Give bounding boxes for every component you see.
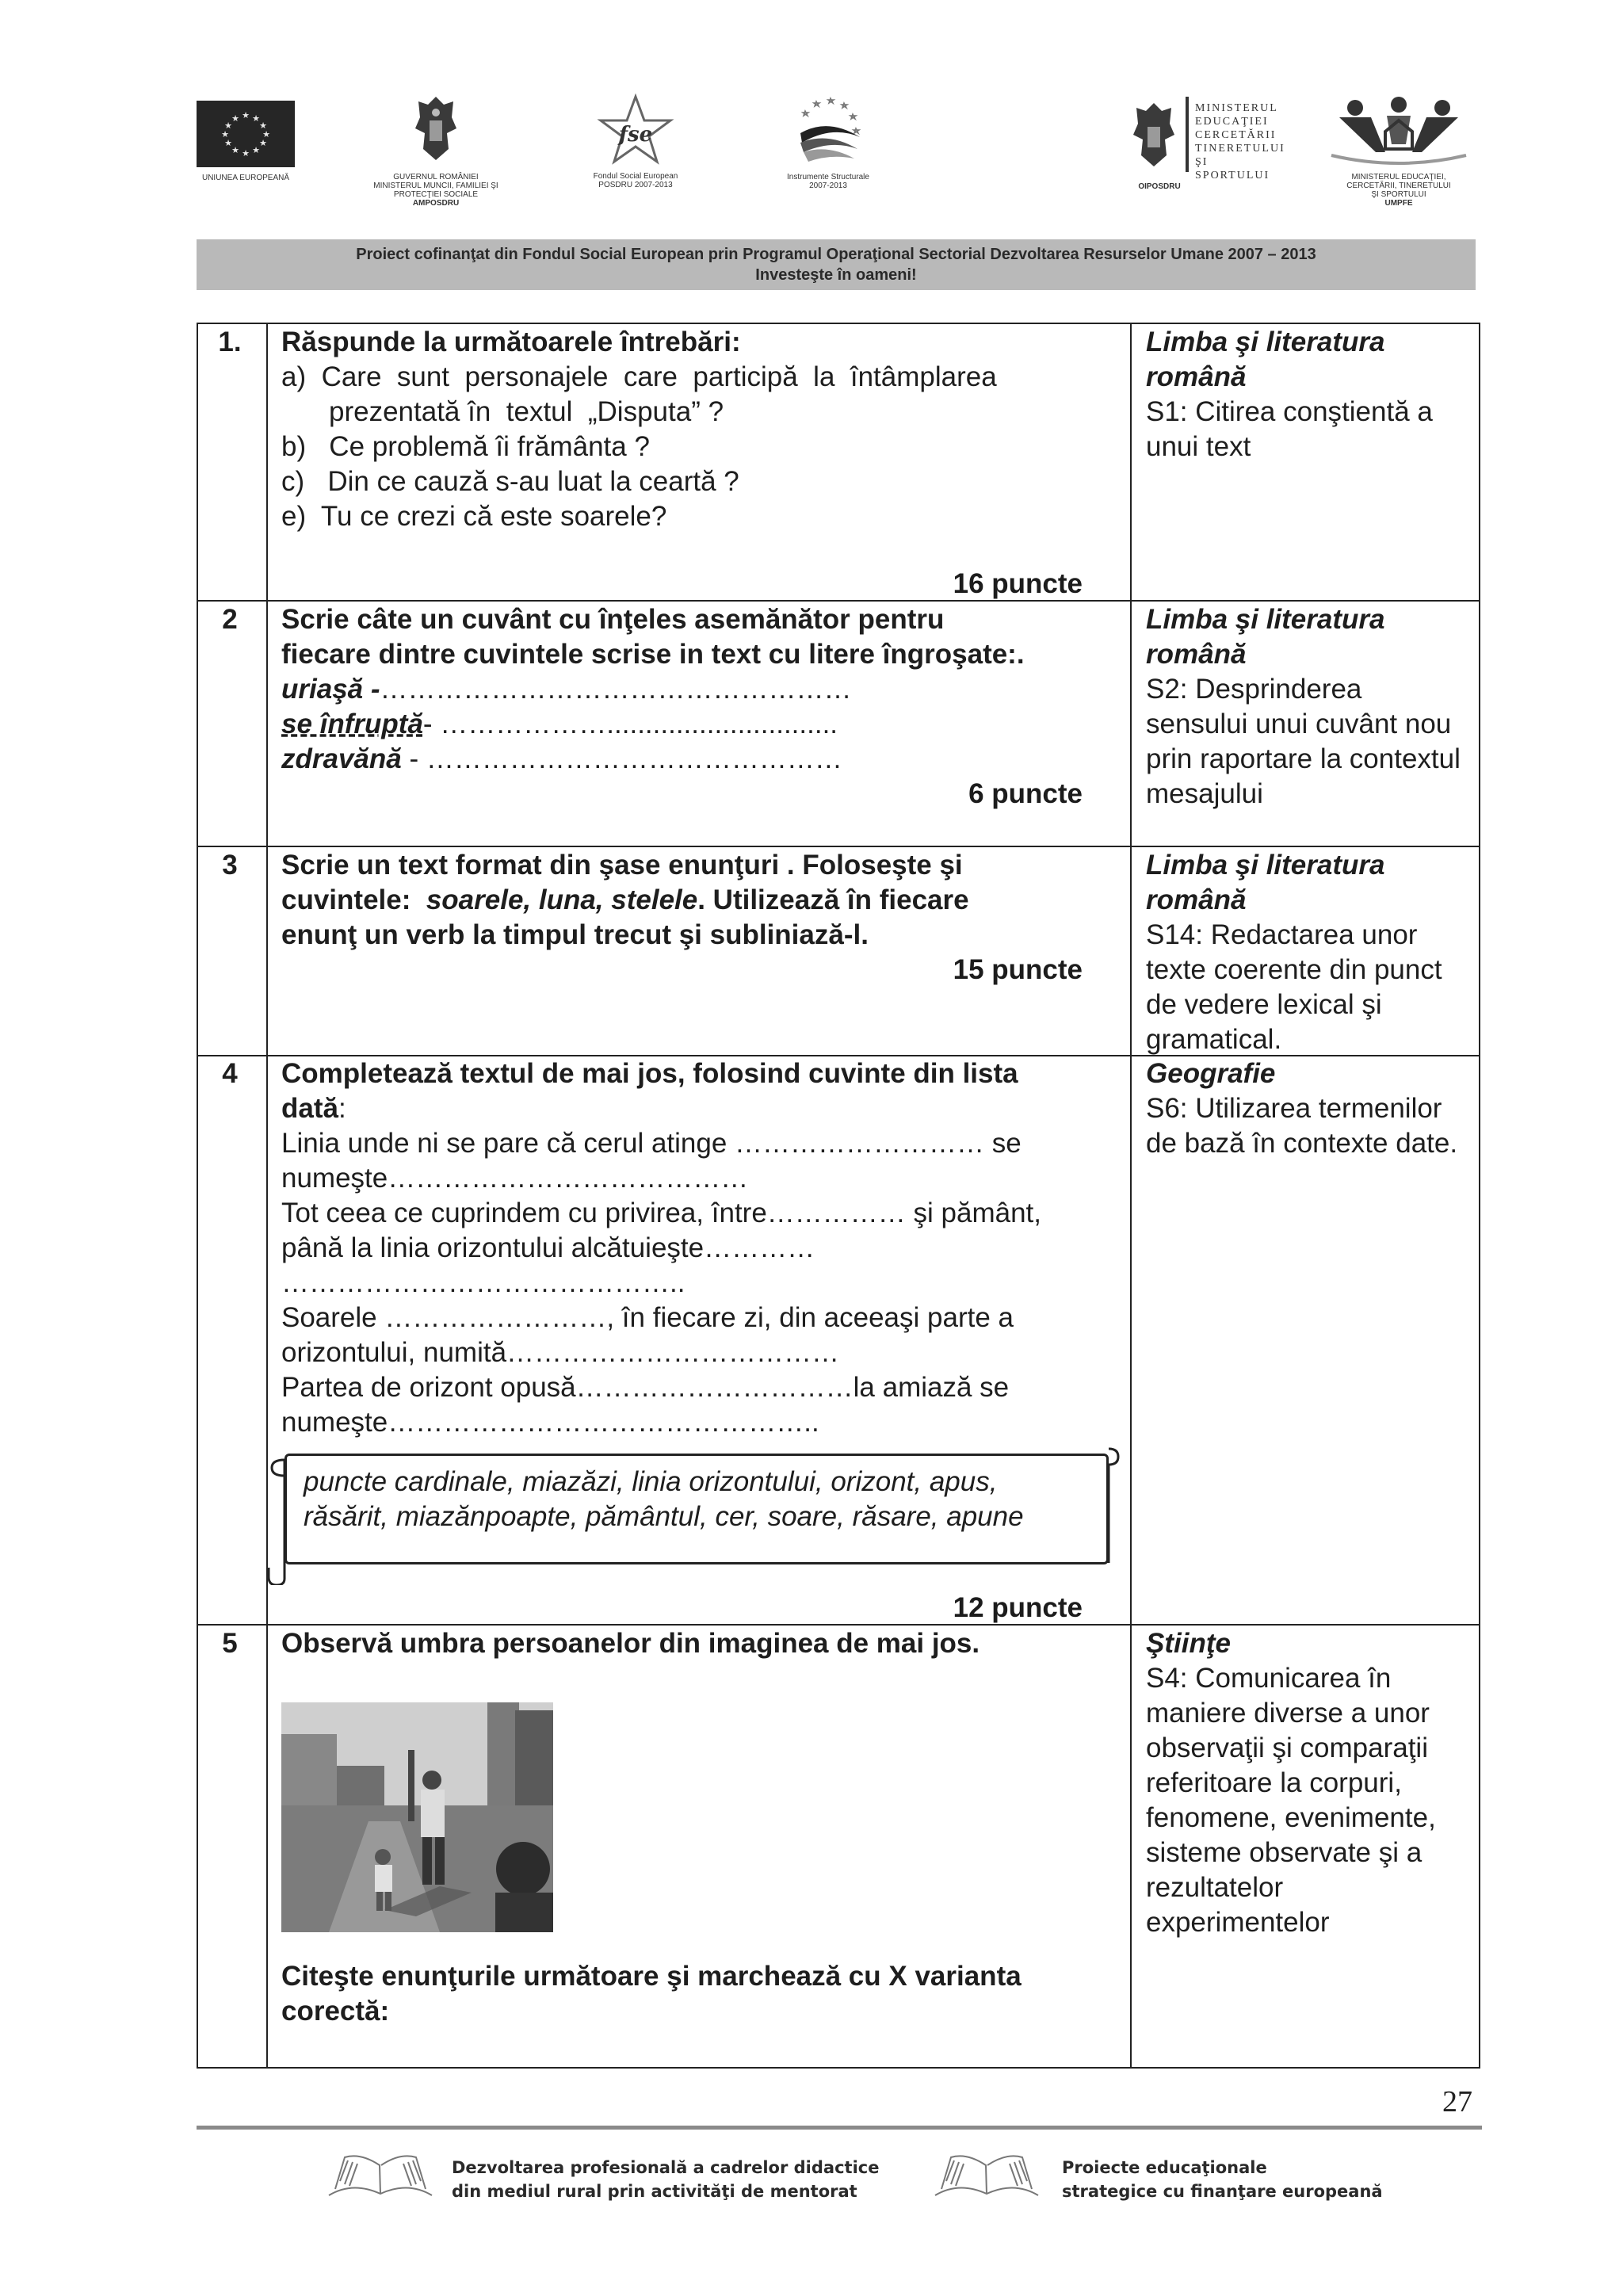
row-4-text-3: Tot ceea ce cuprindem cu privirea, între…………… şi pământ, <box>281 1198 1041 1228</box>
is-caption-1: Instrumente Structurale <box>787 173 869 181</box>
row-5-competence: S4: Comunicarea în maniere diverse a unor observaţii şi comparaţii referitoare la corpuri, fenomene, evenimente, sisteme observate şi a rezultatelor experimentelor <box>1146 1663 1436 1938</box>
row-4-task <box>281 1056 1129 1440</box>
row-1-points: 16 puncte <box>953 568 1083 599</box>
row-3-subject-cell <box>1146 848 1471 1057</box>
row-4-text-8: Partea de orizont opusă…………………………la amiază se <box>281 1372 1010 1403</box>
column-divider-1 <box>266 324 268 2067</box>
umpfe-caption-3: ŞI SPORTULUI <box>1371 190 1426 199</box>
row-4-title-1: Completează textul de mai jos, folosind cuvinte din lista <box>281 1058 1018 1089</box>
row-1-title: Răspunde la următoarele întrebări: <box>281 327 741 357</box>
svg-text:★: ★ <box>259 120 267 131</box>
ministry-name-2: EDUCAŢIEI <box>1195 116 1269 128</box>
row-4-text-9: numeşte……………………………………….. <box>281 1407 819 1438</box>
svg-text:★: ★ <box>242 110 250 120</box>
row-1-competence: S1: Citirea conştientă a unui text <box>1146 396 1433 462</box>
row-1-subject: Limba şi literatura română <box>1146 327 1385 392</box>
row-3-points: 15 puncte <box>953 954 1083 985</box>
row-2-points: 6 puncte <box>968 778 1083 809</box>
svg-text:★: ★ <box>242 148 250 159</box>
banner-line-1: Proiect cofinanţat din Fondul Social European prin Programul Operaţional Sectorial Dezvoltarea Resurselor Umane 2007 – 2013 <box>356 246 1316 263</box>
row-2-subject: Limba şi literatura română <box>1146 604 1385 670</box>
ministry-crest-icon <box>1130 100 1178 171</box>
row-5-number: 5 <box>222 1628 238 1659</box>
row-3-competence: S14: Redactarea unor texte coerente din punct de vedere lexical şi gramatical. <box>1146 919 1442 1055</box>
row-4-competence: S6: Utilizarea termenilor de bază în contexte date. <box>1146 1093 1458 1159</box>
svg-text:★: ★ <box>259 138 267 148</box>
row-4-text-5: …………………………………….. <box>281 1267 685 1298</box>
row-4-subject: Geografie <box>1146 1058 1276 1089</box>
footer-right-text <box>1062 2156 1383 2203</box>
row-4-points: 12 puncte <box>953 1592 1083 1623</box>
row-1-question-b: b) Ce problemă îi frământa ? <box>281 431 650 462</box>
svg-text:★: ★ <box>231 145 239 155</box>
umpfe-people-icon <box>1323 97 1474 168</box>
svg-text:★: ★ <box>224 120 232 131</box>
open-book-icon <box>927 2149 1046 2205</box>
row-4-title-colon: : <box>338 1093 346 1124</box>
row-2-task <box>281 602 1121 777</box>
row-4-text-1: Linia unde ni se pare că cerul atinge ……………………… se <box>281 1128 1022 1159</box>
row-3-line-3: enunţ un verb la timpul trecut şi subliniază-l. <box>281 919 869 950</box>
instrumente-structurale-logo <box>761 94 896 190</box>
row-1-question-a-cont: prezentată în textul „Disputa” ? <box>329 396 724 427</box>
gov-caption-2: MINISTERUL MUNCII, FAMILIEI ŞI <box>373 181 498 190</box>
row-2-word-2: se înfruptă <box>281 709 423 739</box>
ministry-name-3: CERCETĂRII <box>1195 129 1277 141</box>
ministry-divider <box>1186 97 1189 172</box>
open-book-icon <box>321 2149 440 2205</box>
project-banner <box>197 239 1476 290</box>
gov-caption-4: AMPOSDRU <box>412 199 460 208</box>
footer-right-line-1: Proiecte educaţionale <box>1062 2158 1267 2177</box>
fse-star-icon <box>596 94 675 169</box>
row-1-question-e: e) Tu ce crezi că este soarele? <box>281 501 667 532</box>
row-4-text-4: până la linia orizontului alcătuieşte………… <box>281 1232 815 1263</box>
row-divider-1 <box>198 600 1479 602</box>
row-3-words: soarele, luna, stelele <box>426 884 698 915</box>
umpfe-caption-1: MINISTERUL EDUCAŢIEI, <box>1351 173 1446 181</box>
row-2-blank-1: …………………………………………… <box>380 674 852 705</box>
svg-text:★: ★ <box>231 113 239 124</box>
is-caption-2: 2007-2013 <box>809 181 847 190</box>
umpfe-logo <box>1316 97 1482 208</box>
row-divider-2 <box>198 846 1479 847</box>
footer-right-line-2: strategice cu finanţare europeană <box>1062 2182 1383 2201</box>
footer-left-line-2: din mediul rural prin activităţi de mentorat <box>452 2182 857 2201</box>
svg-text:★: ★ <box>221 129 229 139</box>
gov-caption-3: PROTECŢIEI SOCIALE <box>393 190 479 199</box>
row-2-title-1: Scrie câte un cuvânt cu înţeles asemănător pentru <box>281 604 945 635</box>
fse-logo <box>572 94 699 189</box>
row-5-line-3: corectă: <box>281 1996 390 2027</box>
government-logo <box>361 94 511 208</box>
row-2-title-2: fiecare dintre cuvintele scrise in text cu litere îngroşate:. <box>281 639 1025 670</box>
page-number: 27 <box>1442 2085 1472 2118</box>
umpfe-caption-2: CERCETĂRII, TINERETULUI <box>1346 181 1451 190</box>
row-1-question-a: a) Care sunt personajele care participă la întâmplarea <box>281 361 997 392</box>
row-1-question-c: c) Din ce cauză s-au luat la ceartă ? <box>281 466 739 497</box>
row-5-line-2: Citeşte enunţurile următoare şi marchează cu X varianta <box>281 1961 1022 1992</box>
coat-of-arms-icon <box>412 94 460 165</box>
eu-caption: UNIUNEA EUROPEANĂ <box>201 174 290 182</box>
svg-text:★: ★ <box>252 145 260 155</box>
word-list-line-1: puncte cardinale, miazăzi, linia orizontului, orizont, apus, <box>304 1466 998 1497</box>
eu-flag-icon <box>197 101 295 167</box>
row-3-task <box>281 848 1121 953</box>
svg-text:★: ★ <box>224 138 232 148</box>
svg-text:★: ★ <box>252 113 260 124</box>
fse-caption-1: Fondul Social European <box>593 172 678 181</box>
row-3-line-2-post: . Utilizează în fiecare <box>697 884 969 915</box>
gov-caption-1: GUVERNUL ROMÂNIEI <box>393 173 479 181</box>
row-1-task <box>281 325 1113 534</box>
row-3-number: 3 <box>222 850 238 881</box>
fse-caption-2: POSDRU 2007-2013 <box>598 181 673 189</box>
row-3-line-1: Scrie un text format din şase enunţuri . Foloseşte şi <box>281 850 963 881</box>
column-divider-2 <box>1130 324 1132 2067</box>
footer-divider <box>197 2126 1482 2130</box>
footer-left-line-1: Dezvoltarea profesională a cadrelor didactice <box>452 2158 880 2177</box>
structural-instruments-icon <box>785 94 872 173</box>
row-2-subject-cell <box>1146 602 1471 812</box>
row-2-blank-3: - ……………………………………… <box>409 743 842 774</box>
row-2-competence: S2: Desprinderea sensului unui cuvânt nou prin raportare la contextul mesajului <box>1146 674 1461 809</box>
word-list-scroll <box>265 1444 1129 1585</box>
row-4-text-2: numeşte………………………………… <box>281 1163 749 1194</box>
row-5-title: Observă umbra persoanelor din imaginea de mai jos. <box>281 1628 980 1659</box>
oiposdru-caption: OIPOSDRU <box>1138 182 1181 191</box>
row-divider-4 <box>198 1624 1479 1626</box>
ministry-name-1: MINISTERUL <box>1195 102 1278 114</box>
footer-left-text <box>452 2156 879 2203</box>
row-5-instructions <box>281 1959 1129 2029</box>
row-2-blank-2: - ……………….............................. <box>422 709 838 739</box>
row-4-text-7: orizontului, numită……………………………… <box>281 1337 840 1368</box>
umpfe-caption-4: UMPFE <box>1384 199 1413 208</box>
row-2-word-3: zdravănă <box>281 743 402 774</box>
row-4-title-2: dată <box>281 1093 338 1124</box>
row-3-line-2-pre: cuvintele: <box>281 884 426 915</box>
row-4-subject-cell <box>1146 1056 1471 1161</box>
svg-text:★: ★ <box>262 129 270 139</box>
row-3-subject: Limba şi literatura română <box>1146 850 1385 915</box>
word-list-line-2: răsărit, miazănpoapte, pământul, cer, soare, răsare, apune <box>304 1501 1024 1532</box>
row-1-number: 1. <box>218 327 242 357</box>
row-2-word-1: uriaşă - <box>281 674 380 705</box>
shadow-photo <box>281 1702 553 1932</box>
row-5-subject-cell <box>1146 1626 1471 1940</box>
ministry-name-5: ŞI SPORTULUI <box>1195 156 1270 181</box>
ministry-logo <box>1124 97 1285 196</box>
row-4-number: 4 <box>222 1058 238 1089</box>
eu-logo <box>194 101 297 182</box>
ministry-name-4: TINERETULUI <box>1195 143 1285 155</box>
row-1-subject-cell <box>1146 325 1471 464</box>
row-5-subject: Ştiinţe <box>1146 1628 1231 1659</box>
word-list <box>304 1465 1024 1534</box>
svg-text:fse: fse <box>618 123 653 147</box>
row-2-number: 2 <box>222 604 238 635</box>
banner-line-2: Investeşte în oameni! <box>755 266 917 284</box>
row-4-text-6: Soarele ……………………, în fiecare zi, din aceeaşi parte a <box>281 1302 1014 1333</box>
